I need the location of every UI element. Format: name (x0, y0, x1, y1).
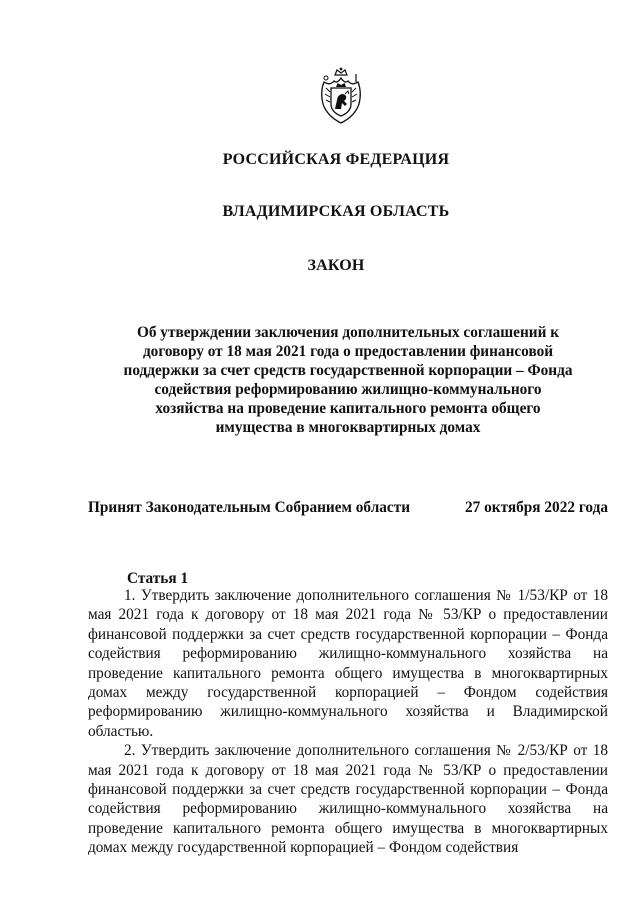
adoption-line (88, 498, 608, 518)
country-heading: РОССИЙСКАЯ ФЕДЕРАЦИЯ (222, 151, 450, 168)
adopted-by-text: Принят Законодательным Собранием области (88, 499, 411, 516)
region-heading: ВЛАДИМИРСКАЯ ОБЛАСТЬ (222, 203, 450, 220)
adopted-date: 27 октября 2022 года (464, 499, 608, 516)
document-type-heading: ЗАКОН (307, 257, 365, 274)
article-body (88, 586, 608, 858)
article-paragraph-1: 1. Утвердить заключение дополнительного соглашения № 1/53/КР от 18 мая 2021 года к договору от 18 мая 2021 года № 53/КР о предоставлении финансовой поддержки за счет средств государственной корпорации – Фонда содействия реформированию жилищно-коммунального хозяйства на проведение капитального ремонта общего имущества в многоквартирных домах между государственной корпорацией – Фондом содействия реформированию жилищно-коммунального хозяйства и Владимирской областью. (88, 587, 608, 740)
article-title: Статья 1 (127, 570, 189, 587)
coat-of-arms-icon (318, 66, 364, 126)
article-paragraph-2: 2. Утвердить заключение дополнительного соглашения № 2/53/КР от 18 мая 2021 года к договору от 18 мая 2021 года № 53/КР о предоставлении финансовой поддержки за счет средств государственной корпорации – Фонда содействия реформированию жилищно-коммунального хозяйства на проведение капитального ремонта общего имущества в многоквартирных домах между государственной корпорацией – Фондом содействия (88, 742, 608, 857)
law-title: Об утверждении заключения дополнительных соглашений к договору от 18 мая 2021 года о предоставлении финансовой поддержки за счет средств государственной корпорации – Фонда содействия реформированию жилищно-коммунального хозяйства на проведение капитального ремонта общего имущества в многоквартирных домах (123, 324, 573, 436)
